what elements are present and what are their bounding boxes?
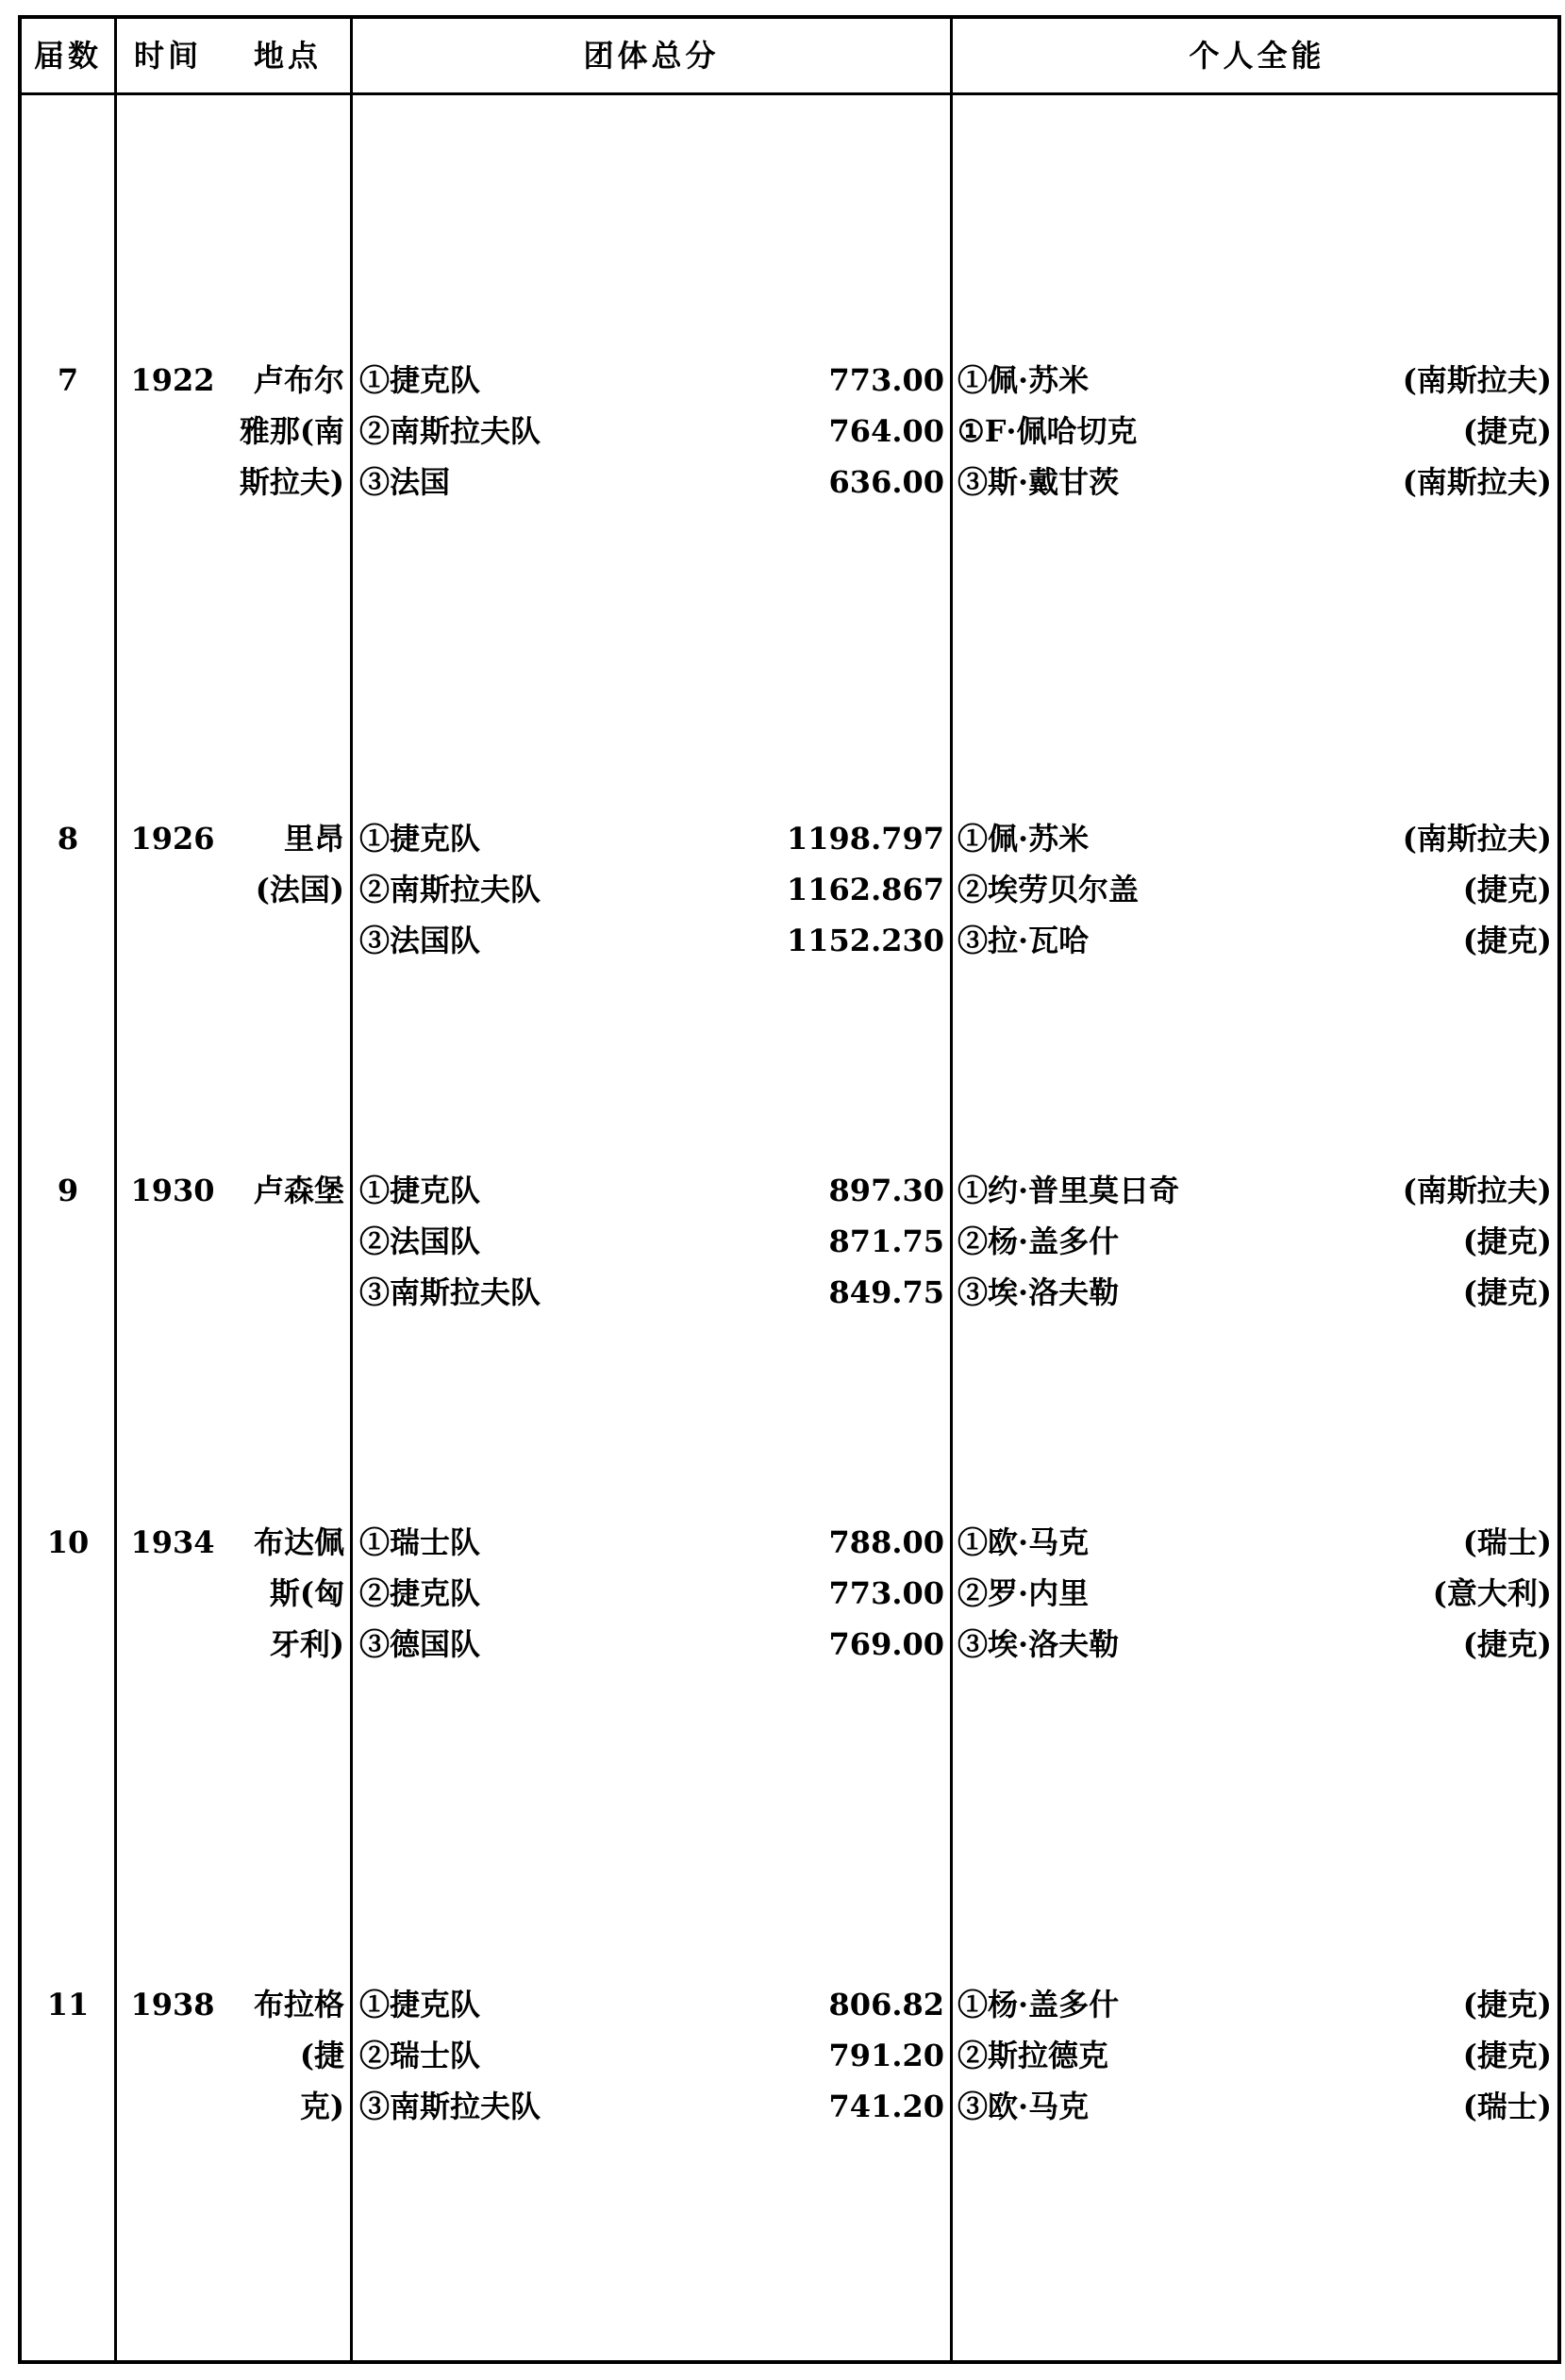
athlete-country: (捷克) (1462, 1274, 1552, 1310)
team-entry (359, 813, 944, 864)
location-line: 牙利) (269, 1626, 344, 1662)
column-divider (350, 19, 353, 2360)
athlete-name: ③斯·戴甘茨 (957, 464, 1120, 500)
team-entry (359, 1568, 944, 1619)
athlete-name: ①约·普里莫日奇 (957, 1173, 1180, 1208)
team-entry (359, 1165, 944, 1216)
individual-cell (957, 355, 1552, 508)
location-line: 卢布尔 (253, 362, 344, 398)
header-individual-all-around: 个人全能 (1189, 38, 1325, 74)
location-line: 斯拉夫) (239, 464, 344, 500)
team-score: 1162.867 (787, 872, 944, 907)
individual-cell (957, 1979, 1552, 2132)
team-entry (359, 1979, 944, 2030)
athlete-name: ③拉·瓦哈 (957, 923, 1090, 958)
individual-entry (957, 1979, 1552, 2030)
team-score: 849.75 (828, 1274, 944, 1310)
team-score: 741.20 (828, 2089, 944, 2124)
location-line: 斯(匈 (269, 1575, 344, 1611)
location-cell (220, 355, 344, 508)
year-cell: 1922 (130, 362, 215, 398)
location-cell (220, 1517, 344, 1670)
team-score: 806.82 (828, 1987, 944, 2022)
individual-entry (957, 813, 1552, 864)
athlete-name: ①杨·盖多什 (957, 1987, 1120, 2022)
team-score: 1152.230 (787, 923, 944, 958)
team-entry (359, 406, 944, 457)
location-cell (220, 1979, 344, 2132)
team-name: ①捷克队 (359, 362, 481, 398)
team-entry (359, 2081, 944, 2132)
team-score: 897.30 (828, 1173, 944, 1208)
location-cell (220, 813, 344, 915)
location-line: 布拉格 (253, 1987, 344, 2022)
athlete-name: ②埃劳贝尔盖 (957, 872, 1140, 907)
athlete-name: ①佩·苏米 (957, 362, 1090, 398)
athlete-country: (捷克) (1462, 1987, 1552, 2022)
team-name: ①捷克队 (359, 1987, 481, 2022)
year-cell: 1934 (130, 1524, 215, 1560)
team-entry (359, 1619, 944, 1670)
athlete-country: (捷克) (1462, 872, 1552, 907)
team-entry (359, 1267, 944, 1318)
athlete-name: ③欧·马克 (957, 2089, 1090, 2124)
athlete-name: ③埃·洛夫勒 (957, 1626, 1120, 1662)
athlete-country: (南斯拉夫) (1402, 362, 1552, 398)
individual-entry (957, 1267, 1552, 1318)
individual-entry (957, 355, 1552, 406)
athlete-country: (南斯拉夫) (1402, 1173, 1552, 1208)
header-location: 地点 (253, 38, 322, 74)
edition-cell: 11 (46, 1987, 90, 2022)
athlete-country: (瑞士) (1462, 2089, 1552, 2124)
team-score: 773.00 (828, 362, 944, 398)
edition-cell: 7 (57, 362, 79, 398)
header-year: 时间 (133, 38, 202, 74)
team-name: ②南斯拉夫队 (359, 413, 541, 449)
athlete-country: (捷克) (1462, 1626, 1552, 1662)
athlete-name: ②罗·内里 (957, 1575, 1090, 1611)
team-cell (359, 1165, 944, 1318)
edition-cell: 8 (57, 821, 79, 857)
team-cell (359, 1979, 944, 2132)
team-cell (359, 1517, 944, 1670)
year-cell: 1926 (130, 821, 215, 857)
individual-cell (957, 813, 1552, 966)
team-entry (359, 457, 944, 508)
athlete-name: ②杨·盖多什 (957, 1223, 1120, 1259)
team-name: ②瑞士队 (359, 2038, 481, 2073)
athlete-name: ①欧·马克 (957, 1524, 1090, 1560)
location-cell (220, 1165, 344, 1216)
individual-entry (957, 1517, 1552, 1568)
team-name: ③德国队 (359, 1626, 481, 1662)
athlete-country: (捷克) (1462, 923, 1552, 958)
individual-entry (957, 1216, 1552, 1267)
individual-entry (957, 864, 1552, 915)
year-cell: 1930 (130, 1173, 215, 1208)
individual-entry (957, 2030, 1552, 2081)
individual-cell (957, 1165, 1552, 1318)
team-cell (359, 355, 944, 508)
team-name: ①捷克队 (359, 821, 481, 857)
athlete-country: (意大利) (1432, 1575, 1552, 1611)
team-score: 769.00 (828, 1626, 944, 1662)
team-entry (359, 355, 944, 406)
individual-entry (957, 457, 1552, 508)
team-entry (359, 2030, 944, 2081)
edition-cell: 10 (46, 1524, 90, 1560)
team-score: 788.00 (828, 1524, 944, 1560)
individual-entry (957, 915, 1552, 966)
team-score: 871.75 (828, 1223, 944, 1259)
location-line: 卢森堡 (253, 1173, 344, 1208)
edition-cell: 9 (57, 1173, 79, 1208)
location-line: 克) (299, 2089, 344, 2124)
team-name: ③南斯拉夫队 (359, 2089, 541, 2124)
location-line: 里昂 (283, 821, 344, 857)
individual-entry (957, 406, 1552, 457)
team-name: ①瑞士队 (359, 1524, 481, 1560)
team-name: ③南斯拉夫队 (359, 1274, 541, 1310)
results-table (18, 15, 1561, 2364)
team-name: ②捷克队 (359, 1575, 481, 1611)
athlete-country: (南斯拉夫) (1402, 821, 1552, 857)
location-line: 布达佩 (253, 1524, 344, 1560)
athlete-country: (南斯拉夫) (1402, 464, 1552, 500)
individual-entry (957, 1619, 1552, 1670)
team-name: ③法国 (359, 464, 451, 500)
column-divider (114, 19, 117, 2360)
individual-entry (957, 1568, 1552, 1619)
athlete-name: ①F·佩哈切克 (957, 413, 1138, 449)
athlete-country: (捷克) (1462, 413, 1552, 449)
athlete-name: ①佩·苏米 (957, 821, 1090, 857)
team-name: ②法国队 (359, 1223, 481, 1259)
team-score: 1198.797 (787, 821, 944, 857)
team-cell (359, 813, 944, 966)
header-divider (22, 92, 1557, 95)
individual-entry (957, 1165, 1552, 1216)
athlete-name: ②斯拉德克 (957, 2038, 1109, 2073)
location-line: 雅那(南 (239, 413, 344, 449)
header-team-total: 团体总分 (583, 38, 720, 74)
location-line: (捷 (299, 2038, 344, 2073)
team-score: 636.00 (828, 464, 944, 500)
year-cell: 1938 (130, 1987, 215, 2022)
location-line: (法国) (255, 872, 344, 907)
team-score: 773.00 (828, 1575, 944, 1611)
team-name: ③法国队 (359, 923, 481, 958)
team-entry (359, 1216, 944, 1267)
athlete-country: (捷克) (1462, 2038, 1552, 2073)
team-entry (359, 915, 944, 966)
header-edition: 届数 (33, 38, 102, 74)
athlete-country: (瑞士) (1462, 1524, 1552, 1560)
individual-entry (957, 2081, 1552, 2132)
column-divider (950, 19, 953, 2360)
team-name: ①捷克队 (359, 1173, 481, 1208)
team-score: 791.20 (828, 2038, 944, 2073)
individual-cell (957, 1517, 1552, 1670)
team-score: 764.00 (828, 413, 944, 449)
team-entry (359, 864, 944, 915)
team-name: ②南斯拉夫队 (359, 872, 541, 907)
athlete-country: (捷克) (1462, 1223, 1552, 1259)
athlete-name: ③埃·洛夫勒 (957, 1274, 1120, 1310)
team-entry (359, 1517, 944, 1568)
